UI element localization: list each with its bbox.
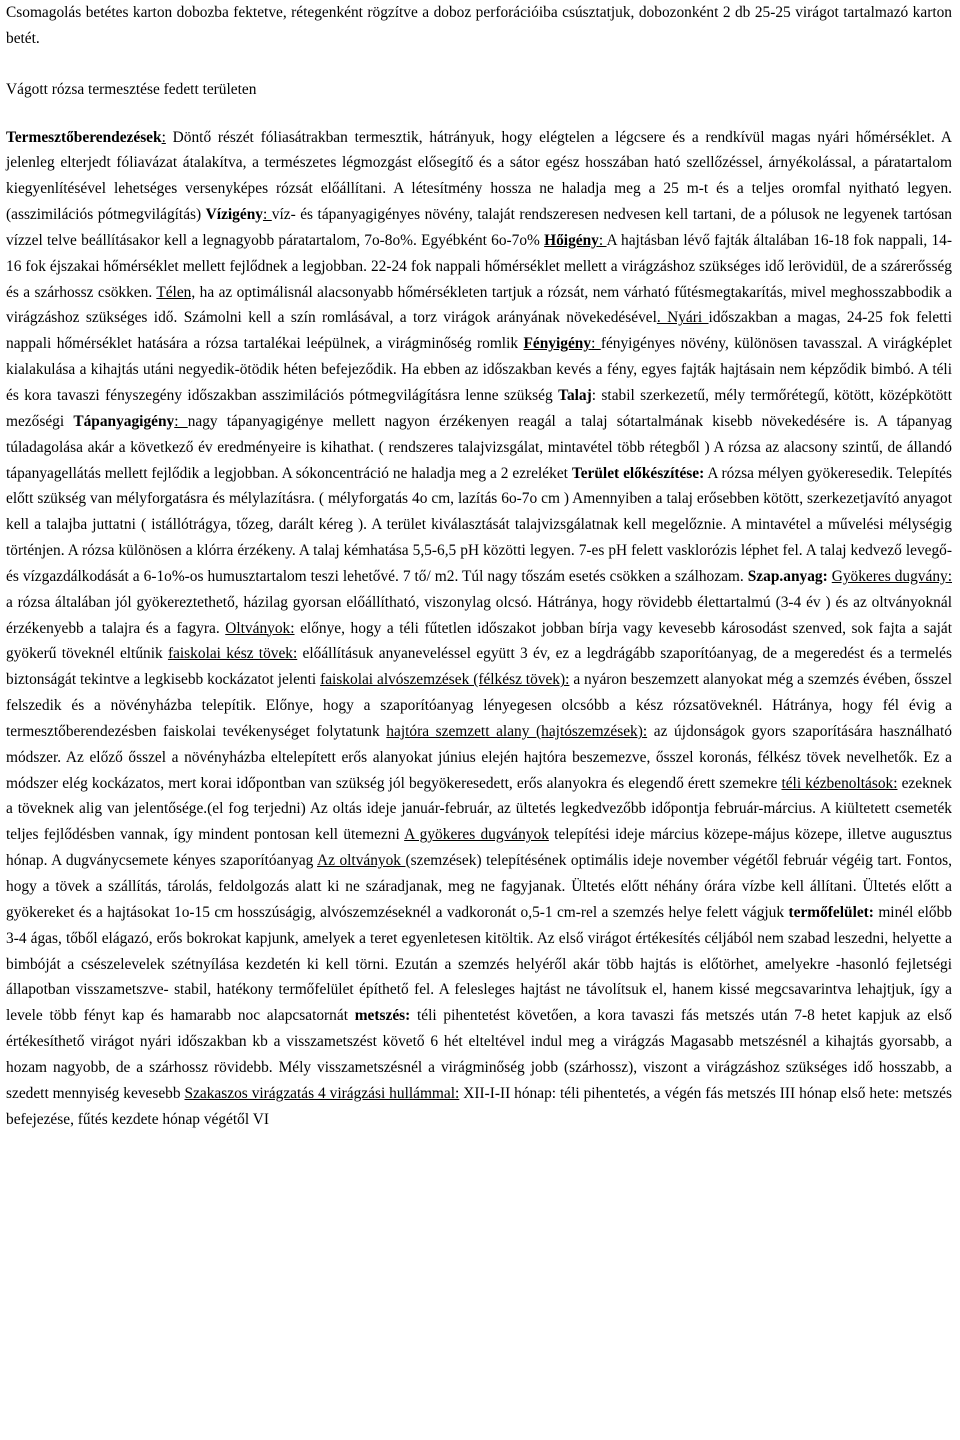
text-run: Oltványok: xyxy=(225,619,295,637)
text-run: ezeknek a töveknek alig van jelentősége.(el fog terjedni) Az oltás ideje január-február, az ültetés legkedvezőbb időpontja február-március. A kiültetett csemeték teljes fejlődésben vannak, így mindent pontosan kell ütemezni xyxy=(6,774,953,844)
text-run: előállításuk anyaneveléssel együtt 3 év, ez a legdrágább szaporítóanyag, de a megeredést és a termelés biztonságát tekintve a legkisebb kockázatot jelenti xyxy=(6,645,953,689)
text-run: Szap.anyag: xyxy=(747,567,828,585)
document-page xyxy=(6,0,952,1132)
text-run: az újdonságok gyors szaporítására használható módszer. Az előző ősszel a növényházba eltelepített erős alanyokat június elején hajtóra beszemezve, ősszel koronás, félkész tövek nevelhetők. Ez a módszer elég kockázatos, mert korai időpontban van szükség jól begyökeresedett, erős alanyokra és elegendő érett szemekre xyxy=(6,722,953,792)
text-run: faiskolai kész tövek: xyxy=(167,645,298,663)
text-run: nagy tápanyagigénye mellett nagyon érzékenyen reagál a talaj sótartalmának kisebb növekedésére is. A tápanyag túladagolása akár a következő év eredményeire is kihathat. ( rendszeres talajvizsgálat, mintavétel több rétegből ) A rózsa az alacsony szintű, de állandó tápanyagellátás mellett fejlődik a legjobban. A sókoncentráció ne haladja meg a 2 ezreléket xyxy=(6,412,952,482)
text-run: (szemzések) telepítésének optimális ideje november végétől február végéig tart. Fontos, hogy a tövek a szállítás, tárolás, feldolgozás alatt ki ne száradjanak, meg ne fagyjanak. Ültetés előtt néhány órára vízbe kell állítani. Ültetés előtt a gyökereket és a hajtásokat 1o-15 cm hosszúságig, alvószemzéseknél a vadkoronát o,5-1 cm-rel a szemzés helye felett vágjuk xyxy=(6,852,953,921)
text-run: Terület előkészítése: xyxy=(571,464,705,482)
text-run: Hőigény xyxy=(544,231,599,249)
text-run: telepítési ideje március közepe-május közepe, illetve augusztus hónap. A dugványcsemete kényes szaporítóanyag xyxy=(6,826,952,870)
text-run: előnye, hogy a téli fűtetlen időszakot jobban bírja vagy kevesebb károsodást szenved, sok fajta a saját gyökerű töveknél eltűnik xyxy=(6,619,952,663)
text-run: XII-I-II hónap: téli pihentetés, a végén fás metszés III hónap első hete: metszés befejezése, fűtés kezdete hónap végétől VI xyxy=(6,1084,952,1128)
text-run: a nyáron beszemzett alanyokat még a szemzés évében, ősszel felszedik és a növényházba telepítik. Előnye, hogy a szaporítóanyag lényegesen olcsóbb a kész rózsatöveknél. Hátránya, hogy fél évig a termesztőberendezésben faiskolai tevékenységet folytatunk xyxy=(6,671,952,740)
text-run: : stabil szerkezetű, mély termőrétegű, kötött, középkötött mezőségi xyxy=(6,386,952,430)
text-run: A hajtásban lévő fajták általában 16-18 fok nappali, 14-16 fok éjszakai hőmérséklet mellett fejlődnek a legjobban. 22-24 fok nappali hőmérséklet mellett a virágzáshoz szükséges idő lerövidül, de a szárerősség és a szárhossz csökken. xyxy=(6,231,952,301)
text-run: Fényigény xyxy=(523,335,592,353)
text-run: Vízigény xyxy=(205,206,263,224)
text-run: téli kézbenoltások: xyxy=(781,774,898,792)
text-run: Gyökeres dugvány: xyxy=(831,567,952,585)
text-run: : xyxy=(262,206,272,224)
text-run: téli pihentetést követően, a kora tavaszi fás metszés után 7-8 hetet kapjuk az első értékesíthető virágot nyári időszakban kb a visszametszést követő 6 hét elteltével indul meg a virágzás Magasabb metszésnél a kihajtás gyorsabb, a hozam nagyobb, de a szárhossz rövidebb. Mély visszametszésnél a virágminőség jobb (szárhossz), viszont a virágzáshoz szükséges idő hosszabb, a szedett mennyiség kevesebb xyxy=(6,1007,952,1102)
text-run: Tápanyagigény xyxy=(73,412,175,430)
text-run: metszés: xyxy=(354,1007,411,1025)
text-run: Talaj xyxy=(558,386,592,404)
text-run: A rózsa mélyen gyökeresedik. Telepítés előtt szükség van mélyforgatásra és mélylazításra. ( mélyforgatás 4o cm, lazítás 6o-7o cm ) Amennyiben a talaj erősebben kötött, szerkezetjavító anyagot kell a talajba juttatni ( istállótrágya, tőzeg, darált kéreg ). A terület kiválasztását talajvizsgálatnak kell megelőznie. A mintavétel a művelési mélységig történjen. A rózsa különösen a klórra érzékeny. A talaj kémhatása 5,5-6,5 pH közötti legyen. 7-es pH felett vasklorózis léphet fel. A talaj kedvező levegő- és vízgazdálkodását a 6-1o%-os humusztartalom teszi lehetővé. 7 tő/ m2. Túl nagy tőszám esetés csökken a szálhozam. xyxy=(6,464,952,585)
text-run: Termesztőberendezések xyxy=(6,128,162,146)
text-run: : xyxy=(174,412,188,430)
text-run: Télen, xyxy=(156,283,196,301)
text-run: faiskolai alvószemzések (félkész tövek): xyxy=(320,671,570,689)
text-run: időszakban a magas, 24-25 fok feletti nappali hőmérséklet hatására a rózsa tartalékai leépülnek, a virágminőség romlik xyxy=(6,309,952,353)
text-run: Az oltványok xyxy=(317,852,406,870)
section-heading: Vágott rózsa termesztése fedett területen xyxy=(6,80,257,98)
text-run: Döntő részét fóliasátrakban termesztik, hátrányuk, hogy elégtelen a légcsere és a rendkívül magas nyári hőmérséklet. A jelenleg elterjedt fóliavázat átalakítva, a természetes légmozgást elősegítő és a sátor egész hosszában ható szellőzéssel, árnyékolással, a páratartalom kiegyenlítésével lehetséges versenyképes rózsát előállítani. A létesítmény hossza ne haladja meg a 25 m-t és a teljes oromfal nyitható legyen. (asszimilációs pótmegvilágítás) xyxy=(6,128,952,224)
text-run: a rózsa általában jól gyökereztethető, házilag gyorsan előállítható, viszonylag olcsó. Hátránya, hogy rövidebb élettartalmú (3-4 év ) és az oltványoknál érzékenyebb a talajra és a fagyra. xyxy=(6,593,952,637)
text-run: A gyökeres dugványok xyxy=(404,826,549,844)
text-run: . Nyári xyxy=(656,309,709,327)
text-run: víz- és tápanyagigényes növény, talaját rendszeresen nedvesen kell tartani, de a pólusok ne legyenek tartósan vízzel telve beállításakor kell a legnagyobb páratartalom, 7o-8o%. Egyébként 6o-7o% xyxy=(6,206,952,249)
intro-paragraph: Csomagolás betétes karton dobozba fektetve, rétegenként rögzítve a doboz perforációiba csúsztatjuk, dobozonként 2 db 25-25 virágot tartalmazó karton betét. xyxy=(6,4,952,47)
text-run: : xyxy=(598,231,607,249)
body-paragraph xyxy=(6,125,952,1133)
text-run: termőfelület: xyxy=(788,903,874,921)
text-run: hajtóra szemzett alany (hajtószemzések): xyxy=(386,722,648,740)
text-run: minél előbb 3-4 ágas, tőből elágazó, erős bokrokat kapjunk, amelyek a teret egyenletesen kitöltik. Az első virágot értékesítés céljából nem szabad leszedni, helyette a bimbóját a csészelevelek szétnyílása kezdetén ki kell törni. Ezután a szemzés helyéről akár több hajtás is előtörhet, amelyekre -hasonló fejletségi állapotban visszametszve- stabil, hatékony termőfelület építhető fel. A felesleges hajtást ne távolítsuk el, hanem kissé megcsavarintva lehajtjuk, így a levele több fényt kap és hamarabb nοc alapcsatornát xyxy=(6,903,952,1025)
text-run: Szakaszos virágzatás 4 virágzási hullámmal: xyxy=(184,1084,460,1102)
text-run: ha az optimálisnál alacsonyabb hőmérsékleten tartjuk a rózsát, nem várható fűtésmegtakarítás, mivel meghosszabbodik a virágzáshoz szükséges idő. Számolni kell a szín romlásával, a torz virágok arányának növekedésével xyxy=(6,283,952,327)
text-run: : xyxy=(161,128,166,146)
text-run: fényigényes növény, különösen tavasszal. A virágképlet kialakulása a kihajtás utáni negyedik-ötödik héten befejeződik. Ha ebben az időszakban kevés a fény, egyes fajták hajtásain nem képződik bimbó. A téli és kora tavaszi fényszegény időszakban asszimilációs pótmegvilágításra lenne szükség xyxy=(6,335,952,404)
text-run: : xyxy=(591,335,601,353)
